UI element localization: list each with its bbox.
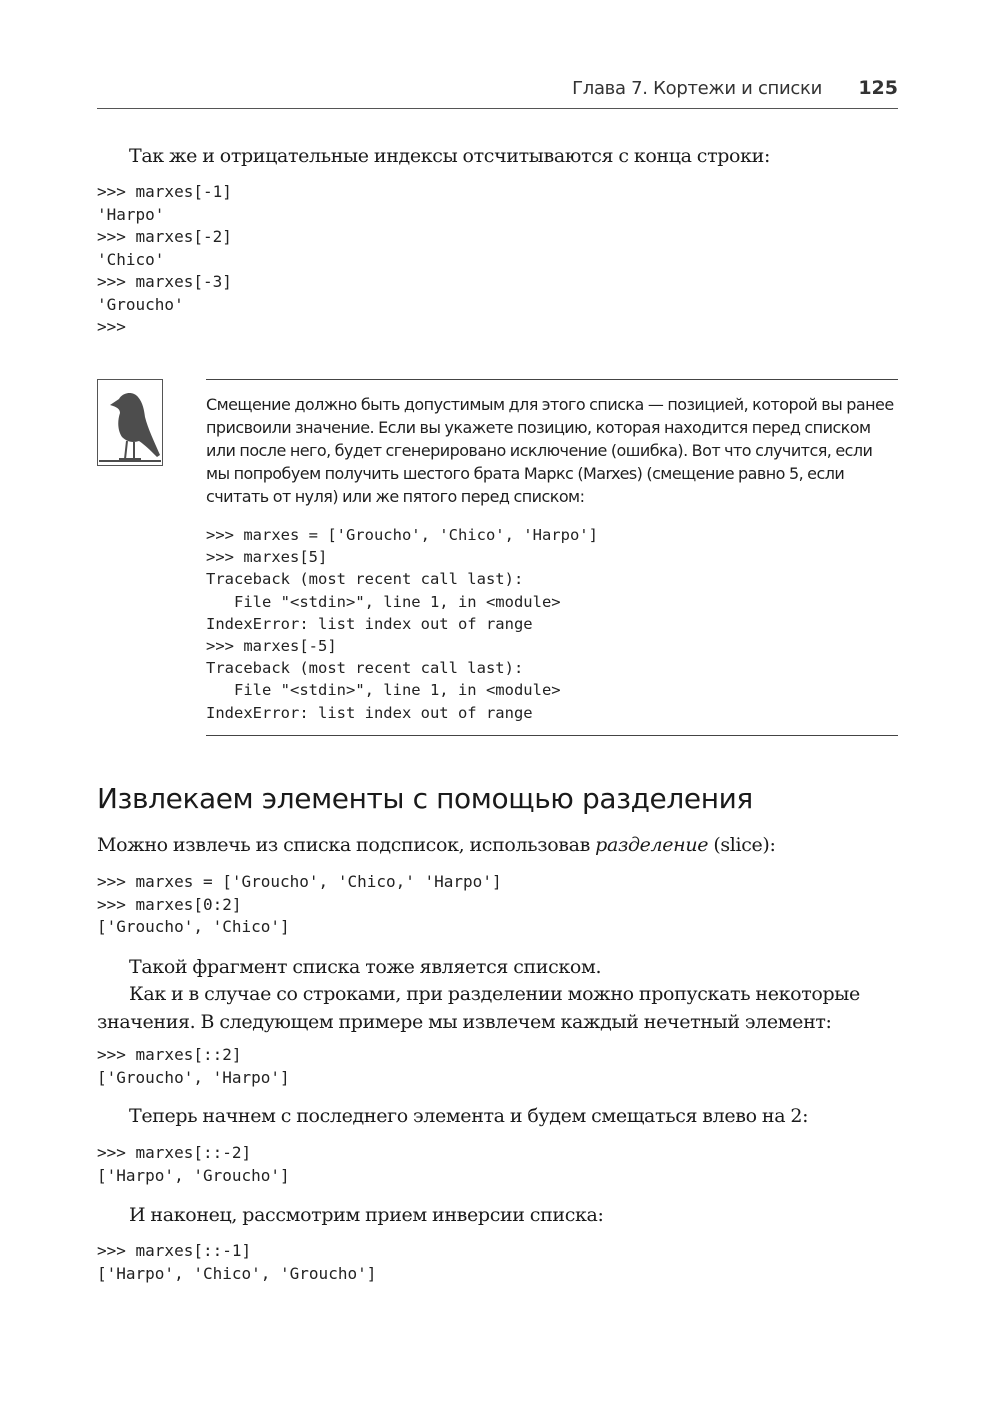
code-line: Traceback (most recent call last): — [206, 570, 524, 589]
paragraph-inversion: И наконец, рассмотрим прием инверсии списка: — [129, 1204, 604, 1226]
code-line: ['Harpo', 'Groucho'] — [97, 1165, 290, 1185]
code-line: ['Groucho', 'Harpo'] — [97, 1067, 290, 1087]
term-slice: разделение — [595, 834, 709, 856]
paragraph-reverse-step: Теперь начнем с последнего элемента и будем смещаться влево на 2: — [129, 1105, 809, 1127]
text-run: (slice): — [708, 834, 776, 856]
code-line: File "<stdin>", line 1, in <module> — [234, 592, 561, 611]
note-code-block — [206, 524, 598, 724]
code-line: 'Harpo' — [97, 204, 165, 224]
code-line: Traceback (most recent call last): — [206, 659, 524, 678]
code-line: File "<stdin>", line 1, in <module> — [234, 681, 561, 700]
page-number: 125 — [858, 77, 898, 99]
code-block-step — [97, 1044, 290, 1089]
code-line: >>> marxes[-3] — [97, 272, 232, 291]
code-block-negative-indexes — [97, 181, 232, 339]
paragraph-fragment: Такой фрагмент списка тоже является списком. — [129, 956, 602, 978]
paragraph-step: Как и в случае со строками, при разделении можно пропускать некоторые значения. В следующем примере мы извлечем каждый нечетный элемент: — [97, 983, 860, 1033]
code-block-inversion — [97, 1240, 376, 1285]
crow-icon — [97, 379, 163, 466]
code-line: >>> marxes[::-1] — [97, 1241, 252, 1260]
chapter-title: Глава 7. Кортежи и списки — [572, 78, 822, 99]
paragraph-slice-intro — [97, 831, 898, 859]
code-line: >>> marxes[-1] — [97, 182, 232, 201]
code-line: >>> marxes[-2] — [97, 227, 232, 246]
running-header — [97, 76, 898, 109]
text-run: Можно извлечь из списка подсписок, использовав — [97, 834, 596, 856]
note-text: Смещение должно быть допустимым для этого списка — позицией, которой вы ранее присвоили значение. Если вы укажете позицию, которая находится перед списком или после него, будет сгенерировано исключение (ошибка). Вот что случится, если мы попробуем получить шестого брата Маркс (Marxes) (смещение равно 5, если считать от нуля) или же пятого перед списком: — [206, 395, 894, 506]
section-heading: Извлекаем элементы с помощью разделения — [97, 782, 753, 815]
code-block-reverse-step — [97, 1142, 290, 1187]
code-line: >>> marxes[0:2] — [97, 894, 242, 914]
code-line: >>> — [97, 317, 126, 336]
code-line: 'Groucho' — [97, 294, 184, 314]
code-line: ['Groucho', 'Chico'] — [97, 917, 290, 936]
code-line: IndexError: list index out of range — [206, 614, 533, 633]
code-line: >>> marxes[-5] — [206, 637, 337, 656]
code-block-slice — [97, 871, 502, 939]
code-line: IndexError: list index out of range — [206, 703, 533, 722]
paragraph-negative-indexes: Так же и отрицательные индексы отсчитываются с конца строки: — [129, 145, 771, 167]
code-line: 'Chico' — [97, 249, 165, 269]
warning-note — [206, 379, 898, 736]
code-line: >>> marxes = ['Groucho', 'Chico,' 'Harpo'] — [97, 872, 502, 891]
code-line: >>> marxes[::-2] — [97, 1143, 252, 1162]
code-line: >>> marxes[::2] — [97, 1045, 242, 1064]
code-line: ['Harpo', 'Chico', 'Groucho'] — [97, 1263, 377, 1283]
code-line: >>> marxes[5] — [206, 548, 328, 567]
code-line: >>> marxes = ['Groucho', 'Chico', 'Harpo'] — [206, 526, 598, 544]
